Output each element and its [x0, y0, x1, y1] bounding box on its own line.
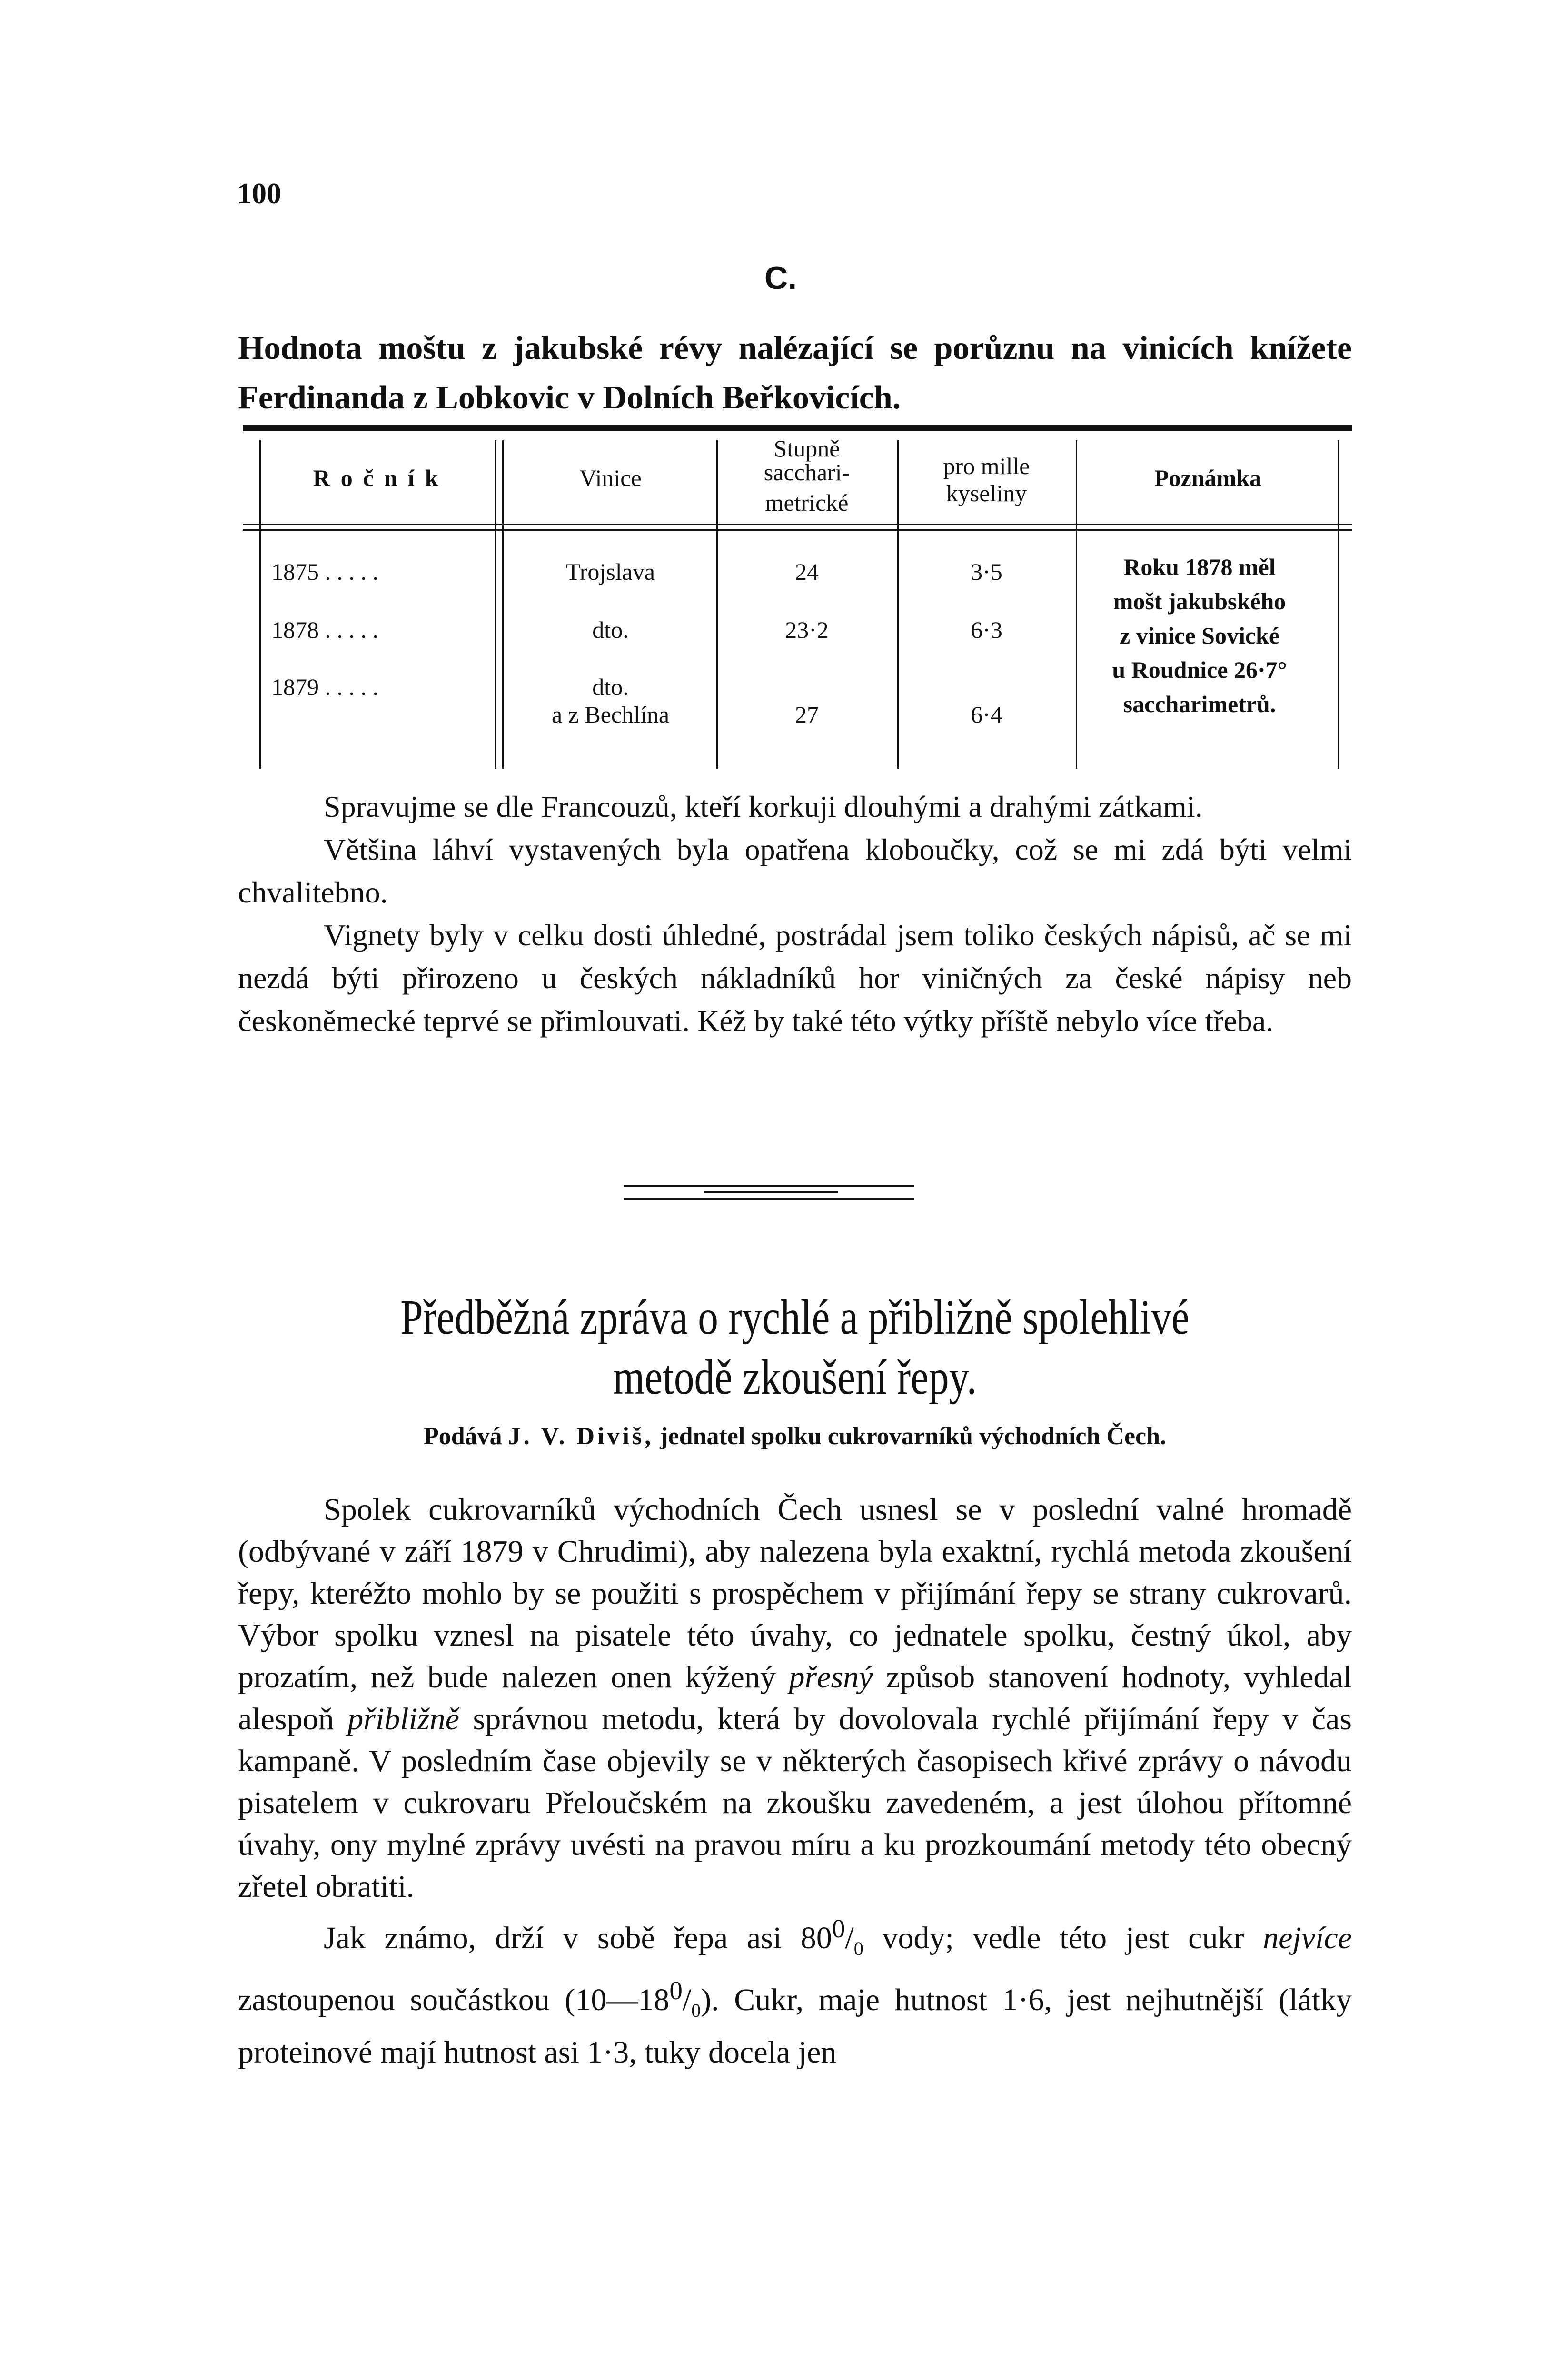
text-run: Spolek cukrovarníků východních Čech usnesl se v poslední valné hromadě (odbývané v září 1879 v Chrudimi), aby nalezena byla exaktní, rychlá metoda zkoušení řepy, kteréžto mohlo by se použiti s prospěchem v přijímání řepy se strany cukrovarů. Výbor spolku vznesl na pisatele této úvahy, co jednatele spolku, čestný úkol, aby prozatím, než bude nalezen onen kýžený [238, 1492, 1352, 1695]
percent-sub: 0 [691, 2000, 701, 2022]
note-line: Roku 1878 měl [1123, 554, 1276, 580]
header-rocnik: Ročník [313, 465, 449, 491]
paragraph [238, 1489, 1352, 1908]
table-title: Hodnota moštu z jakubské révy nalézající se porůznu na vinicích knížete Ferdinanda z Lobkovic v Dolních Beřkovicích. [238, 330, 1352, 416]
paragraph: Většina láhví vystavených byla opatřena kloboučky, což se mi zdá býti velmi chvalitebno. [238, 833, 1352, 909]
cell-vinice-3b: a z Bechlína [551, 701, 670, 728]
table-top-rule [243, 425, 1352, 431]
percent-sign: 0 [669, 1976, 683, 2005]
header-kyseliny-1: pro mille [943, 453, 1030, 479]
emphasis: přibližně [347, 1702, 459, 1736]
text-run: správnou metodu, která by dovolovala rychlé přijímání řepy v čas kampaně. V posledním čase objevily se v některých časopisech křivé zprávy o návodu pisatelem v cukrovaru Přeloučském na zkoušku zavedeném, a jest úlohou přítomné úvahy, ony mylné zprávy uvésti na pravou míru a ku prozkoumání metody této obecný zřetel obratiti. [238, 1702, 1352, 1904]
cell-rocnik-1: 1875 . . . . . [271, 558, 378, 585]
cell-rocnik-2: 1878 . . . . . [271, 616, 378, 643]
cell-stupne-3: 27 [795, 701, 819, 728]
cell-stupne-1: 24 [795, 558, 819, 585]
cell-vinice-3: dto. [592, 674, 629, 700]
article-title-line: Předběžná zpráva o rychlé a přibližně spolehlivé [400, 1290, 1190, 1345]
cell-kyseliny-2: 6·3 [971, 616, 1002, 643]
text-run: způsob stanovení hodnoty, vyhledal alespoň [238, 1660, 1352, 1736]
table-vline [502, 440, 504, 769]
note-line: z vinice Sovické [1119, 622, 1280, 649]
paragraph: Vignety byly v celku dosti úhledné, postrádal jsem toliko českých nápisů, ač se mi nezdá býti přirozeno u českých nákladníků hor viničných za české nápisy neb českoněmecké teprvé se přimlouvati. Kéž by také této výtky příště nebylo více třeba. [238, 918, 1352, 1038]
header-stupne-3: metrické [765, 489, 849, 516]
cell-vinice-1: Trojslava [565, 558, 655, 585]
cell-vinice-2: dto. [592, 616, 629, 643]
header-kyseliny-2: kyseliny [946, 480, 1027, 506]
separator-rule [704, 1191, 838, 1193]
text-run: Jak známo, drží v sobě řepa asi 80 [324, 1921, 832, 1955]
byline-suffix: jednatel spolku cukrovarníků východních Čech. [660, 1423, 1167, 1450]
header-vinice: Vinice [579, 465, 642, 491]
byline-prefix: Podává [423, 1423, 502, 1450]
emphasis: přesný [789, 1660, 873, 1695]
table-header-rule-2 [243, 529, 1352, 531]
paragraph: Spravujme se dle Francouzů, kteří korkuji dlouhými a drahými zátkami. [324, 790, 1203, 823]
table-vline [1338, 440, 1339, 769]
percent-sign: 0 [832, 1914, 845, 1943]
section-letter: C. [764, 260, 797, 296]
article-byline [238, 1422, 1352, 1450]
paragraphs-after-table [238, 785, 1352, 1042]
article-body [238, 1489, 1352, 2073]
note-line: u Roudnice 26·7° [1112, 656, 1287, 683]
article-title-line: metodě zkoušení řepy. [613, 1350, 977, 1405]
table-vline [259, 440, 261, 769]
cell-kyseliny-3: 6·4 [971, 701, 1002, 728]
percent-sub: 0 [853, 1938, 863, 1960]
paragraph: Jak známo, drží v sobě řepa asi $80^0/_0$ vody; vedle této jest cukr nejvíce zastoupenou součástkou $(10—18^0/_0)$. Cukr, maje hutnost 1·6, jest nejhutnější (látky proteinové mají hutnost asi 1·3, tuky docela jen [238, 1914, 1352, 2070]
table-vline [495, 440, 496, 769]
article-title [338, 1288, 1252, 1408]
text-run: zastoupenou součástkou (10—18 [238, 1983, 670, 2018]
byline-author: J. V. Diviš, [508, 1423, 654, 1450]
text-run: vody; vedle této jest cukr [882, 1921, 1244, 1955]
page-number: 100 [237, 178, 281, 210]
header-stupne-1: Stupně [774, 435, 840, 462]
header-poznamka: Poznámka [1154, 465, 1261, 491]
text-run: ). Cukr, maje hutnost 1·6, jest nejhutnější (látky proteinové mají hutnost asi 1·3, tuky docela jen [238, 1983, 1352, 2070]
cell-rocnik-3: 1879 . . . . . [271, 674, 378, 700]
emphasis: nejvíce [1263, 1921, 1352, 1955]
header-stupne-2: sacchari- [764, 459, 850, 486]
cell-stupne-2: 23·2 [785, 616, 829, 643]
separator-rule [624, 1185, 914, 1187]
cell-poznamka [1066, 550, 1333, 721]
note-line: saccharimetrů. [1123, 691, 1276, 717]
separator-rule [624, 1198, 914, 1200]
note-line: mošt jakubského [1113, 588, 1286, 615]
cell-kyseliny-1: 3·5 [971, 558, 1002, 585]
table-header-rule [243, 524, 1352, 525]
